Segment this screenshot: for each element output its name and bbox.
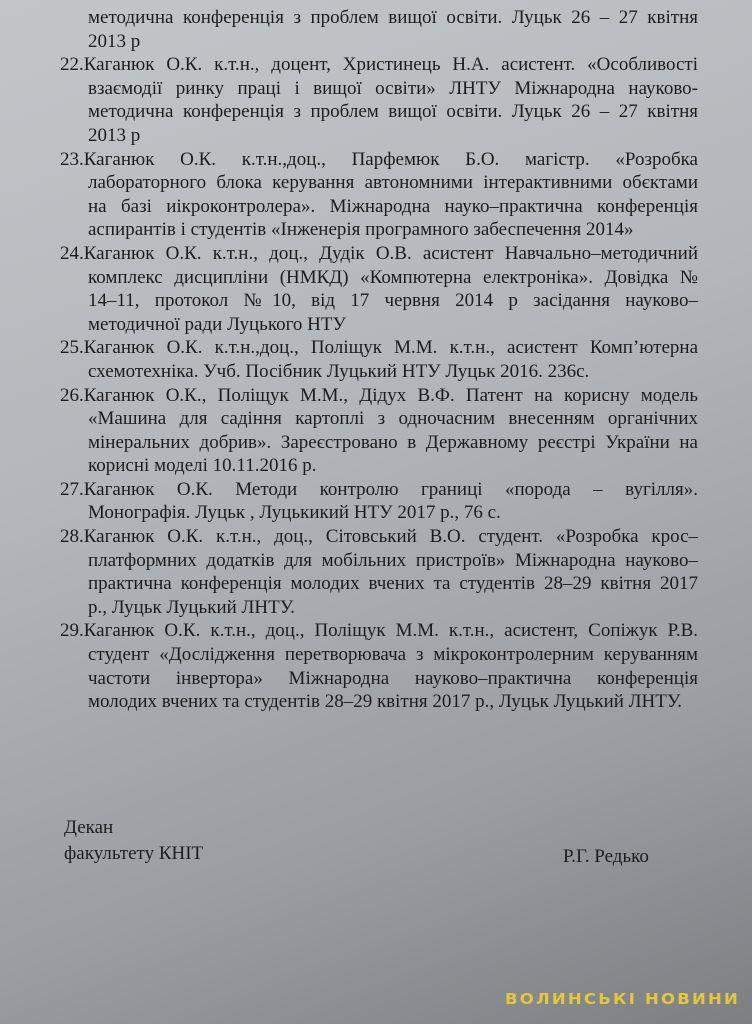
publication-line xyxy=(88,360,698,384)
publication-line xyxy=(88,313,698,337)
publication-line xyxy=(88,549,698,573)
publication-item xyxy=(60,384,698,478)
item-number: 23. xyxy=(60,148,84,170)
publication-line xyxy=(60,619,698,643)
item-number: 29. xyxy=(60,620,84,642)
line-text: р., Луцьк Луцький ЛНТУ. xyxy=(88,596,295,618)
publication-list xyxy=(60,6,698,714)
publication-line xyxy=(88,407,698,431)
dean-title xyxy=(64,815,203,867)
publication-line xyxy=(88,667,698,691)
line-text: молодих вчених та студентів 28–29 квітня 2017 р., Луцьк Луцький ЛНТУ. xyxy=(88,691,682,713)
item-number: 28. xyxy=(60,526,84,548)
line-text: аспирантів і студентів «Інженерія програмного забеспечення 2014» xyxy=(88,219,634,241)
item-number: 22. xyxy=(60,54,84,76)
line-text: методична конференція з проблем вищої освіти. Луцьк 26 – 27 квітня xyxy=(88,7,698,28)
publication-line xyxy=(88,572,698,596)
publication-line xyxy=(60,148,698,172)
item-number: 26. xyxy=(60,384,84,406)
line-text: 2013 р xyxy=(88,124,141,146)
line-text: Каганюк О.К. к.т.н.,доц., Поліщук М.М. к.т.н., асистент Комп’ютерна xyxy=(83,337,698,359)
line-text: 2013 р xyxy=(88,30,141,52)
publication-line xyxy=(88,643,698,667)
publication-line xyxy=(60,336,698,360)
publication-line xyxy=(88,218,698,242)
line-text: Монографія. Луцьк , Луцькикий НТУ 2017 р., 76 с. xyxy=(88,502,501,524)
line-text: Каганюк О.К. Методи контролю границі «порода – вугілля». xyxy=(83,478,698,500)
publication-line xyxy=(88,195,698,219)
publication-line xyxy=(60,478,698,502)
line-text: Каганюк О.К. к.т.н.,доц., Парфемюк Б.О. магістр. «Розробка xyxy=(83,148,698,170)
line-text: Каганюк О.К. к.т.н., доц., Дудік О.В. асистент Навчально–методичний xyxy=(83,242,698,264)
line-text: 14–11, протокол №10, від 17 червня 2014 р засідання науково– xyxy=(88,290,698,312)
line-text: на базі иікроконтролера». Міжнародна науко–практична конференція xyxy=(88,195,698,217)
line-text: Каганюк О.К. к.т.н., доцент, Христинець Н.А. асистент. «Особливості xyxy=(83,54,698,76)
line-text: платформних додатків для мобільних пристроїв» Міжнародна науково– xyxy=(88,549,698,571)
publication-line xyxy=(88,124,698,148)
publication-line xyxy=(88,501,698,525)
publication-line xyxy=(88,431,698,455)
publication-line xyxy=(88,454,698,478)
item-number: 27. xyxy=(60,478,84,500)
publication-line xyxy=(88,100,698,124)
publication-line xyxy=(88,77,698,101)
line-text: мінеральних добрив». Зареєстровано в Державному реєстрі України на xyxy=(88,431,698,453)
publication-line xyxy=(60,53,698,77)
publication-line xyxy=(60,525,698,549)
dean-title-line2: факультету КНІТ xyxy=(64,843,204,864)
dean-title-line1: Декан xyxy=(64,817,114,838)
publication-line xyxy=(88,266,698,290)
publication-item xyxy=(60,336,698,383)
publication-item xyxy=(60,6,698,53)
line-text: «Машина для садіння картоплі з одночасним внесенням органічних xyxy=(88,408,698,430)
publication-item xyxy=(60,53,698,147)
publication-line xyxy=(88,171,698,195)
line-text: практична конференція молодих вчених та студентів 28–29 квітня 2017 xyxy=(88,573,698,595)
publication-line xyxy=(60,384,698,408)
publication-item xyxy=(60,478,698,525)
line-text: лабораторного блока керування автономними інтерактивними обєктами xyxy=(88,172,698,194)
publication-item xyxy=(60,619,698,713)
line-text: Каганюк О.К., Поліщук М.М., Дідух В.Ф. Патент на корисну модель xyxy=(83,384,698,406)
publication-item xyxy=(60,242,698,336)
publication-line xyxy=(88,289,698,313)
publication-line xyxy=(88,596,698,620)
publication-line xyxy=(60,242,698,266)
item-number: 25. xyxy=(60,337,84,359)
line-text: схемотехніка. Учб. Посібник Луцький НТУ Луцьк 2016. 236с. xyxy=(88,360,590,382)
publication-line xyxy=(88,6,698,30)
publication-line xyxy=(88,30,698,54)
item-number: 24. xyxy=(60,242,84,264)
publication-item xyxy=(60,148,698,242)
publication-line xyxy=(88,690,698,714)
line-text: частоти інвертора» Міжнародна науково–практична конференція xyxy=(88,667,698,689)
line-text: Каганюк О.К. к.т.н., доц., Поліщук М.М. к.т.н., асистент, Сопіжук Р.В. xyxy=(83,620,698,642)
line-text: студент «Дослідження перетворювача з мікроконтролерним керуванням xyxy=(88,644,698,666)
watermark-logo: ВОЛИНСЬКІ НОВИНИ xyxy=(505,990,741,1008)
line-text: взаємодії ринку праці і вищої освіти» ЛНТУ Міжнародна науково- xyxy=(88,77,698,99)
line-text: корисні моделі 10.11.2016 р. xyxy=(88,455,317,477)
line-text: Каганюк О.К. к.т.н., доц., Сітовський В.О. студент. «Розробка крос– xyxy=(83,526,698,548)
line-text: методична конференція з проблем вищої освіти. Луцьк 26 – 27 квітня xyxy=(88,101,698,123)
signatory-name: Р.Г. Редько xyxy=(563,846,649,867)
publication-item xyxy=(60,525,698,619)
line-text: комплекс дисципліни (НМКД) «Компютерна електроніка». Довідка № xyxy=(88,266,698,288)
line-text: методичної ради Луцького НТУ xyxy=(88,313,346,335)
